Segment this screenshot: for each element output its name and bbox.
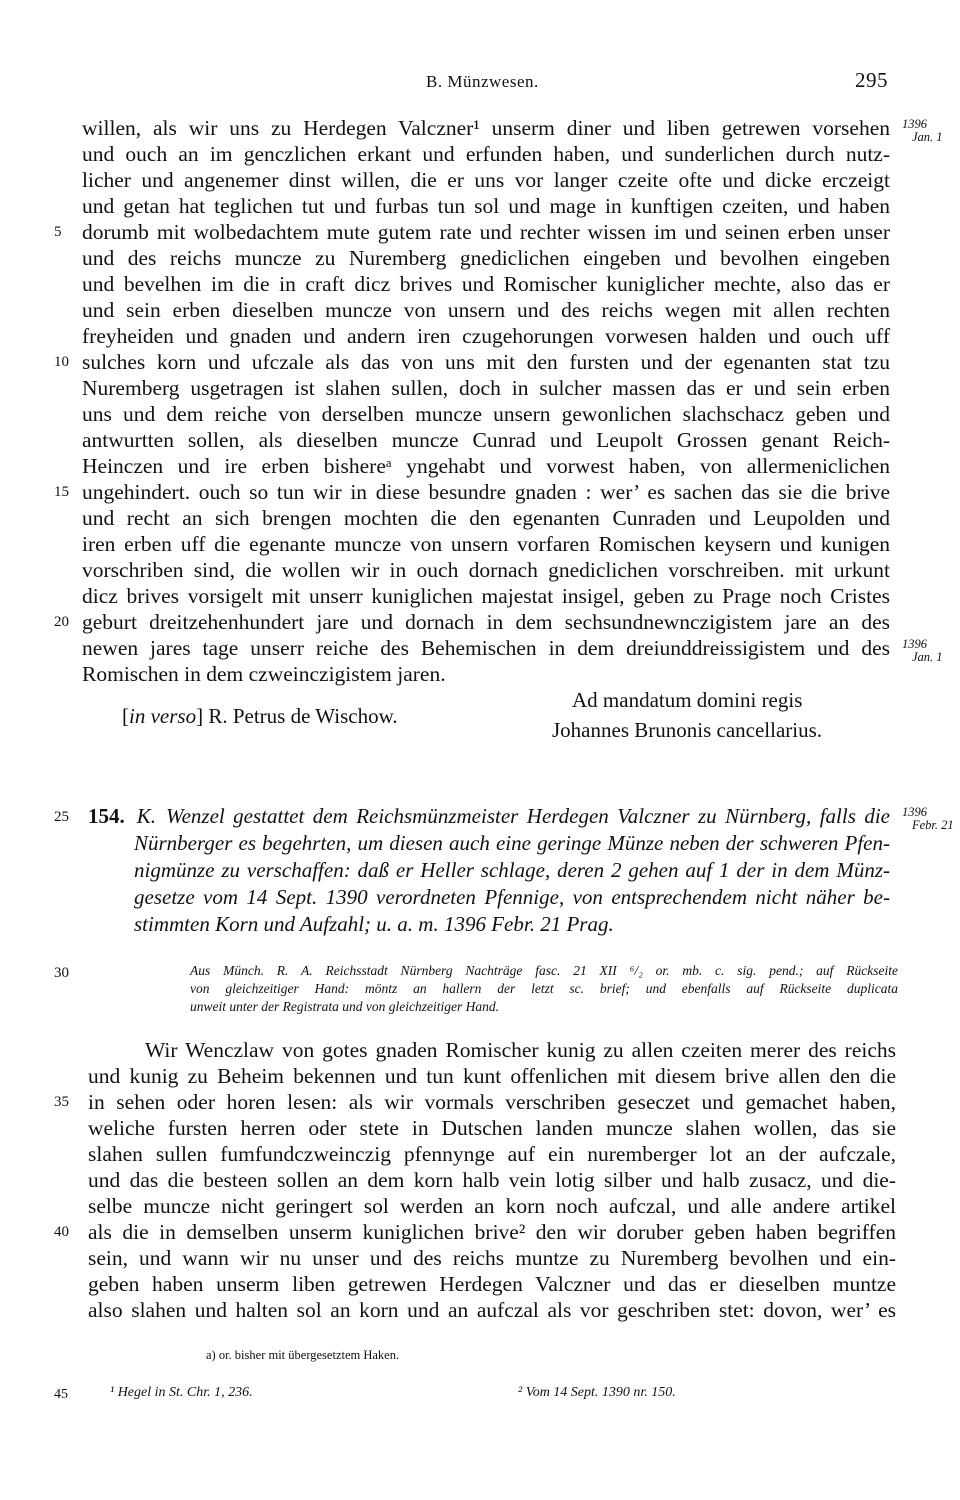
body-line: geburt dreitzehenhundert jare und dornach in dem sechsundnewnczigistem jare an des bbox=[82, 610, 890, 634]
body-line: freyheiden und gnaden und andern iren czugehorungen vorwesen halden und ouch uff bbox=[82, 324, 890, 348]
body-line: und recht an sich brengen mochten die den egenanten Cunraden und Leupolden und bbox=[82, 506, 890, 530]
margin-date-year: 1396 bbox=[902, 637, 927, 651]
body-line: und kunig zu Beheim bekennen und tun kunt offenlichen mit diesem brive allen den die bbox=[88, 1064, 896, 1088]
body-line: selbe muncze nicht geringert sol werden an korn noch aufczal, und alle andere artikel bbox=[88, 1194, 896, 1218]
line-number: 45 bbox=[54, 1387, 68, 1402]
body-line: licher und angenemer dinst willen, die er uns vor langer czeite ofte und dicke erczeigt bbox=[82, 168, 890, 192]
regest-line: nigmünze zu verschaffen: daß er Heller schlage, deren 2 gehen auf 1 der in dem Münz- bbox=[134, 858, 890, 882]
body-line: slahen sullen fumfundczweinczig pfennynge auf ein nuremberger lot an der aufczale, bbox=[88, 1142, 896, 1166]
margin-date-day: Jan. 1 bbox=[912, 130, 943, 144]
body-line: als die in demselben unserm kuniglichen brive² den wir doruber geben haben begriffen bbox=[88, 1220, 896, 1244]
line-number: 25 bbox=[54, 809, 69, 825]
body-line: also slahen und halten sol an korn und an aufczal als vor geschriben stet: dovon, wer’ es bbox=[88, 1298, 896, 1322]
margin-date-day: Jan. 1 bbox=[912, 650, 943, 664]
margin-date-year: 1396 bbox=[902, 117, 927, 131]
body-line: Wir Wenczlaw von gotes gnaden Romischer kunig zu allen czeiten merer des reichs bbox=[145, 1038, 896, 1062]
line-number: 35 bbox=[54, 1094, 69, 1110]
body-line: und bevelhen im die in craft dicz brives und Romischer kuniglicher mechte, also das er bbox=[82, 272, 890, 296]
body-line: sein, und wann wir nu unser und des reichs muntze zu Nuremberg bevolhen und ein- bbox=[88, 1246, 896, 1270]
line-number: 40 bbox=[54, 1224, 69, 1240]
footnote-2: ² Vom 14 Sept. 1390 nr. 150. bbox=[518, 1385, 676, 1400]
body-line: uns und dem reiche von derselben muncze unsern gewonlichen slachschacz geben und bbox=[82, 402, 890, 426]
body-line: weliche fursten herren oder stete in Dutschen landen muncze slahen wollen, das sie bbox=[88, 1116, 896, 1140]
chancellor-line: Johannes Brunonis cancellarius. bbox=[552, 718, 823, 742]
body-line: ungehindert. ouch so tun wir in diese besundre gnaden : wer’ es sachen das sie die brive bbox=[82, 480, 890, 504]
regest-line: Nürnberger es begehrten, um diesen auch eine geringe Münze neben der schweren Pfen- bbox=[134, 831, 890, 855]
verso-label: in verso bbox=[129, 704, 197, 728]
regest-line: gesetze vom 14 Sept. 1390 verordneten Pfennige, von entsprechendem nicht näher be- bbox=[134, 885, 890, 909]
line-number: 20 bbox=[54, 614, 69, 630]
margin-date-year: 1396 bbox=[902, 805, 927, 819]
verso-name: R. Petrus de Wischow. bbox=[208, 704, 398, 728]
line-number: 15 bbox=[54, 484, 69, 500]
margin-date bbox=[902, 118, 943, 144]
body-line: dorumb mit wolbedachtem mute gutem rate und rechter wissen im und seinen erben unser bbox=[82, 220, 890, 244]
footnote-a: a) or. bisher mit übergesetztem Haken. bbox=[206, 1348, 400, 1362]
body-line: und des reichs muncze zu Nuremberg gnediclichen eingeben und bevolhen eingeben bbox=[82, 246, 890, 270]
source-line: von gleichzeitiger Hand: möntz an hallern der letzt sc. brief; und ebenfalls auf Rückseite duplicata bbox=[190, 981, 898, 996]
body-line: in sehen oder horen lesen: als wir vormals verschriben geseczet und gemachet haben, bbox=[88, 1090, 896, 1114]
body-line: und das die besteen sollen an dem korn halb vein lotig silber und halb zusacz, und die- bbox=[88, 1168, 896, 1192]
source-line: Aus Münch. R. A. Reichsstadt Nürnberg Nachträge fasc. 21 XII ⁶/₂ or. mb. c. sig. pend.; auf Rückseite bbox=[190, 963, 898, 978]
body-line: iren erben uff die egenante muncze von unsern vorfaren Romischen keysern und kunigen bbox=[82, 532, 890, 556]
body-line: willen, als wir uns zu Herdegen Valczner¹ unserm diner und liben getrewen vorsehen bbox=[82, 116, 890, 140]
body-line: und ouch an im genczlichen erkant und erfunden haben, und sunderlichen durch nutz- bbox=[82, 142, 890, 166]
mandate-line: Ad mandatum domini regis bbox=[572, 688, 803, 712]
regest-number: 154. bbox=[88, 804, 125, 828]
regest-line-first bbox=[88, 803, 890, 830]
verso-note: [in verso] R. Petrus de Wischow. bbox=[122, 704, 398, 728]
body-line: sulches korn und ufczale als das von uns mit den fursten und der egenanten stat tzu bbox=[82, 350, 890, 374]
footnote-1: ¹ Hegel in St. Chr. 1, 236. bbox=[110, 1385, 253, 1400]
page-number: 295 bbox=[855, 68, 888, 92]
regest-issuer: K. bbox=[136, 804, 157, 828]
regest-line: stimmten Korn und Aufzahl; u. a. m. 1396 Febr. 21 Prag. bbox=[134, 912, 614, 936]
body-line: vorschriben sind, die wollen wir in ouch dornach gnediclichen vorschreiben. mit urkunt bbox=[82, 558, 890, 582]
margin-date bbox=[902, 638, 943, 664]
body-line: und getan hat teglichen tut und furbas tun sol und mage in kunftigen czeiten, und haben bbox=[82, 194, 890, 218]
margin-date-day: Febr. 21 bbox=[912, 818, 954, 832]
body-line: Romischen in dem czweinczigistem jaren. bbox=[82, 662, 446, 686]
body-line: Nuremberg usgetragen ist slahen sullen, doch in sulcher massen das er und sein erben bbox=[82, 376, 890, 400]
body-line: Heinczen und ire erben bishereᵃ yngehabt und vorwest haben, von allermeniclichen bbox=[82, 454, 890, 478]
body-line: newen jares tage unserr reiche des Behemischen in dem dreiunddreissigistem und des bbox=[82, 636, 890, 660]
running-head: B. Münzwesen. bbox=[426, 72, 539, 91]
regest-text: Wenzel gestattet dem Reichsmünzmeister Herdegen Valczner zu Nürnberg, falls die bbox=[166, 804, 890, 828]
body-line: und sein erben dieselben muncze von unsern und des reichs wegen mit allen rechten bbox=[82, 298, 890, 322]
body-line: geben haben unserm liben getrewen Herdegen Valczner und das er dieselben muntze bbox=[88, 1272, 896, 1296]
line-number: 5 bbox=[54, 224, 62, 240]
line-number: 10 bbox=[54, 354, 69, 370]
body-line: antwurtten sollen, als dieselben muncze Cunrad und Leupolt Grossen genant Reich- bbox=[82, 428, 890, 452]
source-line: unweit unter der Registrata und von gleichzeitiger Hand. bbox=[190, 999, 499, 1014]
line-number: 30 bbox=[54, 965, 69, 981]
margin-date bbox=[902, 806, 954, 832]
body-line: dicz brives vorsigelt mit unserr kuniglichen majestat insigel, geben zu Prage noch Cristes bbox=[82, 584, 890, 608]
